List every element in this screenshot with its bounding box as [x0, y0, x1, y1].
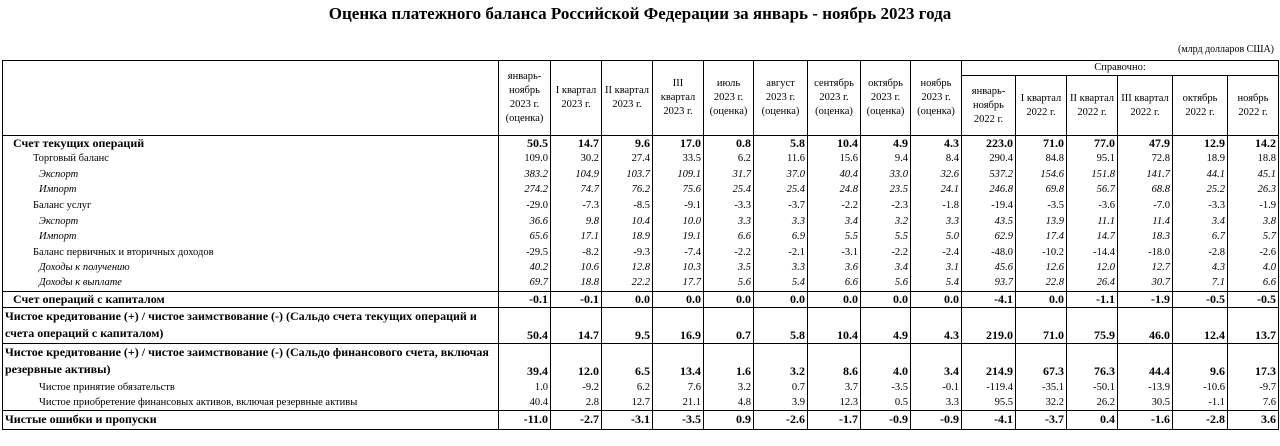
cell-value: 10.4: [808, 136, 861, 152]
cell-value: 9.6: [602, 136, 653, 152]
cell-value: 3.2: [754, 343, 808, 379]
cell-value: 10.0: [653, 213, 704, 229]
cell-value: 5.6: [861, 275, 911, 291]
cell-value: -119.4: [962, 379, 1016, 395]
cell-value: 3.3: [911, 213, 962, 229]
unit-label: (млрд долларов США): [1177, 44, 1274, 55]
cell-value: 13.7: [1228, 307, 1279, 343]
cell-value: 93.7: [962, 275, 1016, 291]
cell-value: -19.4: [962, 197, 1016, 213]
cell-value: -0.1: [551, 291, 602, 307]
cell-value: -2.6: [754, 410, 808, 429]
cell-value: 12.3: [808, 395, 861, 410]
cell-value: -2.2: [808, 197, 861, 213]
cell-value: 33.5: [653, 151, 704, 166]
row-label: Чистое кредитование (+) / чистое заимствование (-) (Сальдо счета текущих операций и счета операций с капиталом): [3, 307, 499, 343]
cell-value: 71.0: [1016, 136, 1067, 152]
cell-value: 12.7: [1118, 260, 1173, 275]
cell-value: 5.7: [1228, 229, 1279, 244]
row-label: Чистые ошибки и пропуски: [3, 410, 499, 429]
cell-value: 4.3: [911, 307, 962, 343]
cell-value: 8.6: [808, 343, 861, 379]
cell-value: 154.6: [1016, 166, 1067, 182]
cell-value: 44.1: [1173, 166, 1228, 182]
cell-value: -10.6: [1173, 379, 1228, 395]
cell-value: -3.5: [653, 410, 704, 429]
cell-value: 18.8: [1228, 151, 1279, 166]
cell-value: 95.5: [962, 395, 1016, 410]
cell-value: 30.5: [1118, 395, 1173, 410]
cell-value: -1.1: [1173, 395, 1228, 410]
cell-value: 0.0: [861, 291, 911, 307]
table-row: [3, 307, 1279, 343]
col-header: август 2023 г. (оценка): [754, 61, 808, 136]
cell-value: 17.7: [653, 275, 704, 291]
cell-value: -18.0: [1118, 244, 1173, 260]
cell-value: 5.4: [754, 275, 808, 291]
cell-value: 18.9: [1173, 151, 1228, 166]
cell-value: -8.5: [602, 197, 653, 213]
cell-value: -29.5: [499, 244, 551, 260]
cell-value: 40.4: [808, 166, 861, 182]
cell-value: -7.0: [1118, 197, 1173, 213]
table-body: [3, 136, 1279, 430]
cell-value: 50.4: [499, 307, 551, 343]
cell-value: 12.8: [602, 260, 653, 275]
cell-value: 30.7: [1118, 275, 1173, 291]
cell-value: 9.4: [861, 151, 911, 166]
cell-value: 12.0: [551, 343, 602, 379]
cell-value: 72.8: [1118, 151, 1173, 166]
cell-value: 46.0: [1118, 307, 1173, 343]
cell-value: 3.4: [1173, 213, 1228, 229]
row-label: Чистое кредитование (+) / чистое заимствование (-) (Сальдо финансового счета, включая резервные активы): [3, 343, 499, 379]
cell-value: -1.6: [1118, 410, 1173, 429]
cell-value: 56.7: [1067, 182, 1118, 197]
cell-value: 95.1: [1067, 151, 1118, 166]
cell-value: -8.2: [551, 244, 602, 260]
cell-value: 19.1: [653, 229, 704, 244]
col-header: январь-ноябрь 2023 г. (оценка): [499, 61, 551, 136]
cell-value: 0.7: [704, 307, 754, 343]
cell-value: 7.6: [653, 379, 704, 395]
cell-value: -1.9: [1118, 291, 1173, 307]
cell-value: -3.7: [1016, 410, 1067, 429]
cell-value: 6.2: [704, 151, 754, 166]
cell-value: 537.2: [962, 166, 1016, 182]
header-blank: [3, 61, 499, 136]
cell-value: 32.2: [1016, 395, 1067, 410]
cell-value: 6.6: [808, 275, 861, 291]
cell-value: 246.8: [962, 182, 1016, 197]
cell-value: -1.8: [911, 197, 962, 213]
cell-value: 1.0: [499, 379, 551, 395]
cell-value: -3.3: [704, 197, 754, 213]
cell-value: 4.9: [861, 307, 911, 343]
cell-value: 0.0: [704, 291, 754, 307]
col-header: ноябрь 2023 г. (оценка): [911, 61, 962, 136]
cell-value: -4.1: [962, 291, 1016, 307]
cell-value: 0.0: [754, 291, 808, 307]
cell-value: 37.0: [754, 166, 808, 182]
row-label: Экспорт: [3, 166, 499, 182]
cell-value: -10.2: [1016, 244, 1067, 260]
cell-value: -3.6: [1067, 197, 1118, 213]
cell-value: -29.0: [499, 197, 551, 213]
cell-value: 5.6: [704, 275, 754, 291]
cell-value: 45.6: [962, 260, 1016, 275]
cell-value: 12.7: [602, 395, 653, 410]
cell-value: 3.2: [704, 379, 754, 395]
cell-value: 5.5: [808, 229, 861, 244]
cell-value: -9.2: [551, 379, 602, 395]
cell-value: 3.1: [911, 260, 962, 275]
cell-value: 0.0: [602, 291, 653, 307]
cell-value: -3.5: [861, 379, 911, 395]
table-row: [3, 379, 1279, 395]
cell-value: -2.2: [704, 244, 754, 260]
cell-value: 77.0: [1067, 136, 1118, 152]
cell-value: 26.3: [1228, 182, 1279, 197]
cell-value: 219.0: [962, 307, 1016, 343]
cell-value: 10.4: [808, 307, 861, 343]
cell-value: 5.4: [911, 275, 962, 291]
cell-value: 3.4: [861, 260, 911, 275]
table-row: [3, 229, 1279, 244]
row-label: Чистое приобретение финансовых активов, включая резервные активы: [3, 395, 499, 410]
table-row: [3, 244, 1279, 260]
cell-value: -2.1: [754, 244, 808, 260]
cell-value: 3.3: [754, 260, 808, 275]
row-label: Чистое принятие обязательств: [3, 379, 499, 395]
cell-value: 75.9: [1067, 307, 1118, 343]
cell-value: 74.7: [551, 182, 602, 197]
cell-value: -50.1: [1067, 379, 1118, 395]
cell-value: 12.6: [1016, 260, 1067, 275]
cell-value: 23.5: [861, 182, 911, 197]
cell-value: 290.4: [962, 151, 1016, 166]
cell-value: 5.8: [754, 307, 808, 343]
cell-value: -9.1: [653, 197, 704, 213]
cell-value: 0.5: [861, 395, 911, 410]
cell-value: 22.8: [1016, 275, 1067, 291]
cell-value: 68.8: [1118, 182, 1173, 197]
cell-value: -9.3: [602, 244, 653, 260]
cell-value: 3.3: [754, 213, 808, 229]
cell-value: 47.9: [1118, 136, 1173, 152]
cell-value: 25.4: [704, 182, 754, 197]
col-header: январь-ноябрь 2022 г.: [962, 76, 1016, 136]
cell-value: 22.2: [602, 275, 653, 291]
cell-value: 3.6: [808, 260, 861, 275]
cell-value: -0.9: [861, 410, 911, 429]
table-row: [3, 213, 1279, 229]
cell-value: 62.9: [962, 229, 1016, 244]
reference-header: Справочно:: [962, 61, 1279, 76]
cell-value: 14.2: [1228, 136, 1279, 152]
cell-value: -2.8: [1173, 410, 1228, 429]
cell-value: 109.0: [499, 151, 551, 166]
cell-value: 26.4: [1067, 275, 1118, 291]
col-header: октябрь 2023 г. (оценка): [861, 61, 911, 136]
cell-value: 11.6: [754, 151, 808, 166]
cell-value: 71.0: [1016, 307, 1067, 343]
row-label: Торговый баланс: [3, 151, 499, 166]
cell-value: 0.0: [808, 291, 861, 307]
cell-value: 0.8: [704, 136, 754, 152]
cell-value: -11.0: [499, 410, 551, 429]
cell-value: -3.3: [1173, 197, 1228, 213]
cell-value: 7.1: [1173, 275, 1228, 291]
col-header: III квартал 2022 г.: [1118, 76, 1173, 136]
cell-value: 14.7: [551, 307, 602, 343]
cell-value: 65.6: [499, 229, 551, 244]
cell-value: -4.1: [962, 410, 1016, 429]
cell-value: 50.5: [499, 136, 551, 152]
cell-value: -35.1: [1016, 379, 1067, 395]
table-row: [3, 395, 1279, 410]
cell-value: 17.1: [551, 229, 602, 244]
cell-value: -0.5: [1228, 291, 1279, 307]
cell-value: 10.3: [653, 260, 704, 275]
cell-value: 4.0: [1228, 260, 1279, 275]
cell-value: 3.5: [704, 260, 754, 275]
cell-value: 30.2: [551, 151, 602, 166]
cell-value: 84.8: [1016, 151, 1067, 166]
table-row: [3, 166, 1279, 182]
table-row: [3, 275, 1279, 291]
cell-value: 0.0: [653, 291, 704, 307]
table-row: [3, 260, 1279, 275]
cell-value: 33.0: [861, 166, 911, 182]
cell-value: -3.1: [808, 244, 861, 260]
cell-value: 17.3: [1228, 343, 1279, 379]
cell-value: 9.6: [1173, 343, 1228, 379]
cell-value: 11.4: [1118, 213, 1173, 229]
cell-value: -2.6: [1228, 244, 1279, 260]
col-header: I квартал 2023 г.: [551, 61, 602, 136]
cell-value: 26.2: [1067, 395, 1118, 410]
table-row: [3, 410, 1279, 429]
cell-value: 5.0: [911, 229, 962, 244]
cell-value: -0.9: [911, 410, 962, 429]
cell-value: 4.3: [1173, 260, 1228, 275]
cell-value: 39.4: [499, 343, 551, 379]
cell-value: 12.9: [1173, 136, 1228, 152]
cell-value: -9.7: [1228, 379, 1279, 395]
row-label: Баланс услуг: [3, 197, 499, 213]
cell-value: 21.1: [653, 395, 704, 410]
table-row: [3, 291, 1279, 307]
table-row: [3, 343, 1279, 379]
cell-value: 103.7: [602, 166, 653, 182]
row-label: Счет операций с капиталом: [3, 291, 499, 307]
cell-value: 8.4: [911, 151, 962, 166]
cell-value: 0.9: [704, 410, 754, 429]
cell-value: 2.8: [551, 395, 602, 410]
cell-value: 40.2: [499, 260, 551, 275]
cell-value: -0.1: [911, 379, 962, 395]
cell-value: 18.9: [602, 229, 653, 244]
cell-value: 40.4: [499, 395, 551, 410]
balance-table: [2, 60, 1279, 430]
page-title: Оценка платежного баланса Российской Федерации за январь - ноябрь 2023 года: [328, 4, 952, 23]
cell-value: -0.1: [499, 291, 551, 307]
cell-value: -1.7: [808, 410, 861, 429]
cell-value: -48.0: [962, 244, 1016, 260]
cell-value: -2.7: [551, 410, 602, 429]
cell-value: 109.1: [653, 166, 704, 182]
row-label: Баланс первичных и вторичных доходов: [3, 244, 499, 260]
cell-value: -7.3: [551, 197, 602, 213]
cell-value: 0.7: [754, 379, 808, 395]
cell-value: 1.6: [704, 343, 754, 379]
row-label: Счет текущих операций: [3, 136, 499, 152]
cell-value: -3.5: [1016, 197, 1067, 213]
row-label: Доходы к выплате: [3, 275, 499, 291]
row-label: Импорт: [3, 229, 499, 244]
row-label: Экспорт: [3, 213, 499, 229]
cell-value: -3.7: [754, 197, 808, 213]
cell-value: 17.4: [1016, 229, 1067, 244]
cell-value: 36.6: [499, 213, 551, 229]
cell-value: -0.5: [1173, 291, 1228, 307]
cell-value: 4.3: [911, 136, 962, 152]
cell-value: 5.5: [861, 229, 911, 244]
cell-value: -2.8: [1173, 244, 1228, 260]
table-row: [3, 197, 1279, 213]
cell-value: 16.9: [653, 307, 704, 343]
cell-value: 9.5: [602, 307, 653, 343]
cell-value: 12.0: [1067, 260, 1118, 275]
cell-value: 17.0: [653, 136, 704, 152]
cell-value: 44.4: [1118, 343, 1173, 379]
cell-value: 32.6: [911, 166, 962, 182]
cell-value: 25.2: [1173, 182, 1228, 197]
cell-value: 3.3: [704, 213, 754, 229]
cell-value: 6.7: [1173, 229, 1228, 244]
cell-value: 214.9: [962, 343, 1016, 379]
cell-value: 14.7: [551, 136, 602, 152]
cell-value: 18.3: [1118, 229, 1173, 244]
cell-value: 11.1: [1067, 213, 1118, 229]
cell-value: 3.3: [911, 395, 962, 410]
cell-value: 0.0: [911, 291, 962, 307]
col-header: II квартал 2023 г.: [602, 61, 653, 136]
cell-value: 10.6: [551, 260, 602, 275]
cell-value: 141.7: [1118, 166, 1173, 182]
table-row: [3, 151, 1279, 166]
cell-value: -13.9: [1118, 379, 1173, 395]
cell-value: 4.0: [861, 343, 911, 379]
cell-value: 4.8: [704, 395, 754, 410]
cell-value: -2.2: [861, 244, 911, 260]
cell-value: 6.9: [754, 229, 808, 244]
cell-value: -2.4: [911, 244, 962, 260]
cell-value: 14.7: [1067, 229, 1118, 244]
cell-value: 6.6: [1228, 275, 1279, 291]
cell-value: 0.0: [1016, 291, 1067, 307]
col-header: июль 2023 г. (оценка): [704, 61, 754, 136]
cell-value: -14.4: [1067, 244, 1118, 260]
cell-value: 7.6: [1228, 395, 1279, 410]
cell-value: 13.4: [653, 343, 704, 379]
cell-value: 4.9: [861, 136, 911, 152]
col-header: ноябрь 2022 г.: [1228, 76, 1279, 136]
cell-value: 69.8: [1016, 182, 1067, 197]
cell-value: 12.4: [1173, 307, 1228, 343]
cell-value: 3.6: [1228, 410, 1279, 429]
cell-value: 76.3: [1067, 343, 1118, 379]
col-header: II квартал 2022 г.: [1067, 76, 1118, 136]
cell-value: 5.8: [754, 136, 808, 152]
cell-value: 10.4: [602, 213, 653, 229]
cell-value: 43.5: [962, 213, 1016, 229]
cell-value: 151.8: [1067, 166, 1118, 182]
cell-value: 25.4: [754, 182, 808, 197]
cell-value: 18.8: [551, 275, 602, 291]
table-row: [3, 136, 1279, 152]
cell-value: -1.1: [1067, 291, 1118, 307]
cell-value: 0.4: [1067, 410, 1118, 429]
cell-value: -3.1: [602, 410, 653, 429]
cell-value: 383.2: [499, 166, 551, 182]
col-header: сентябрь 2023 г. (оценка): [808, 61, 861, 136]
cell-value: 3.4: [808, 213, 861, 229]
cell-value: 3.9: [754, 395, 808, 410]
col-header: III квартал 2023 г.: [653, 61, 704, 136]
row-label: Импорт: [3, 182, 499, 197]
cell-value: 24.1: [911, 182, 962, 197]
col-header: октябрь 2022 г.: [1173, 76, 1228, 136]
table-row: [3, 182, 1279, 197]
cell-value: 45.1: [1228, 166, 1279, 182]
cell-value: 3.2: [861, 213, 911, 229]
cell-value: 3.4: [911, 343, 962, 379]
cell-value: 76.2: [602, 182, 653, 197]
cell-value: 9.8: [551, 213, 602, 229]
cell-value: -7.4: [653, 244, 704, 260]
cell-value: -1.9: [1228, 197, 1279, 213]
cell-value: 274.2: [499, 182, 551, 197]
cell-value: 104.9: [551, 166, 602, 182]
cell-value: 27.4: [602, 151, 653, 166]
cell-value: 3.8: [1228, 213, 1279, 229]
cell-value: 3.7: [808, 379, 861, 395]
cell-value: 69.7: [499, 275, 551, 291]
cell-value: 31.7: [704, 166, 754, 182]
cell-value: 67.3: [1016, 343, 1067, 379]
cell-value: 75.6: [653, 182, 704, 197]
cell-value: 6.5: [602, 343, 653, 379]
row-label: Доходы к получению: [3, 260, 499, 275]
cell-value: 223.0: [962, 136, 1016, 152]
col-header: I квартал 2022 г.: [1016, 76, 1067, 136]
cell-value: -2.3: [861, 197, 911, 213]
cell-value: 6.6: [704, 229, 754, 244]
cell-value: 15.6: [808, 151, 861, 166]
cell-value: 24.8: [808, 182, 861, 197]
cell-value: 13.9: [1016, 213, 1067, 229]
cell-value: 6.2: [602, 379, 653, 395]
